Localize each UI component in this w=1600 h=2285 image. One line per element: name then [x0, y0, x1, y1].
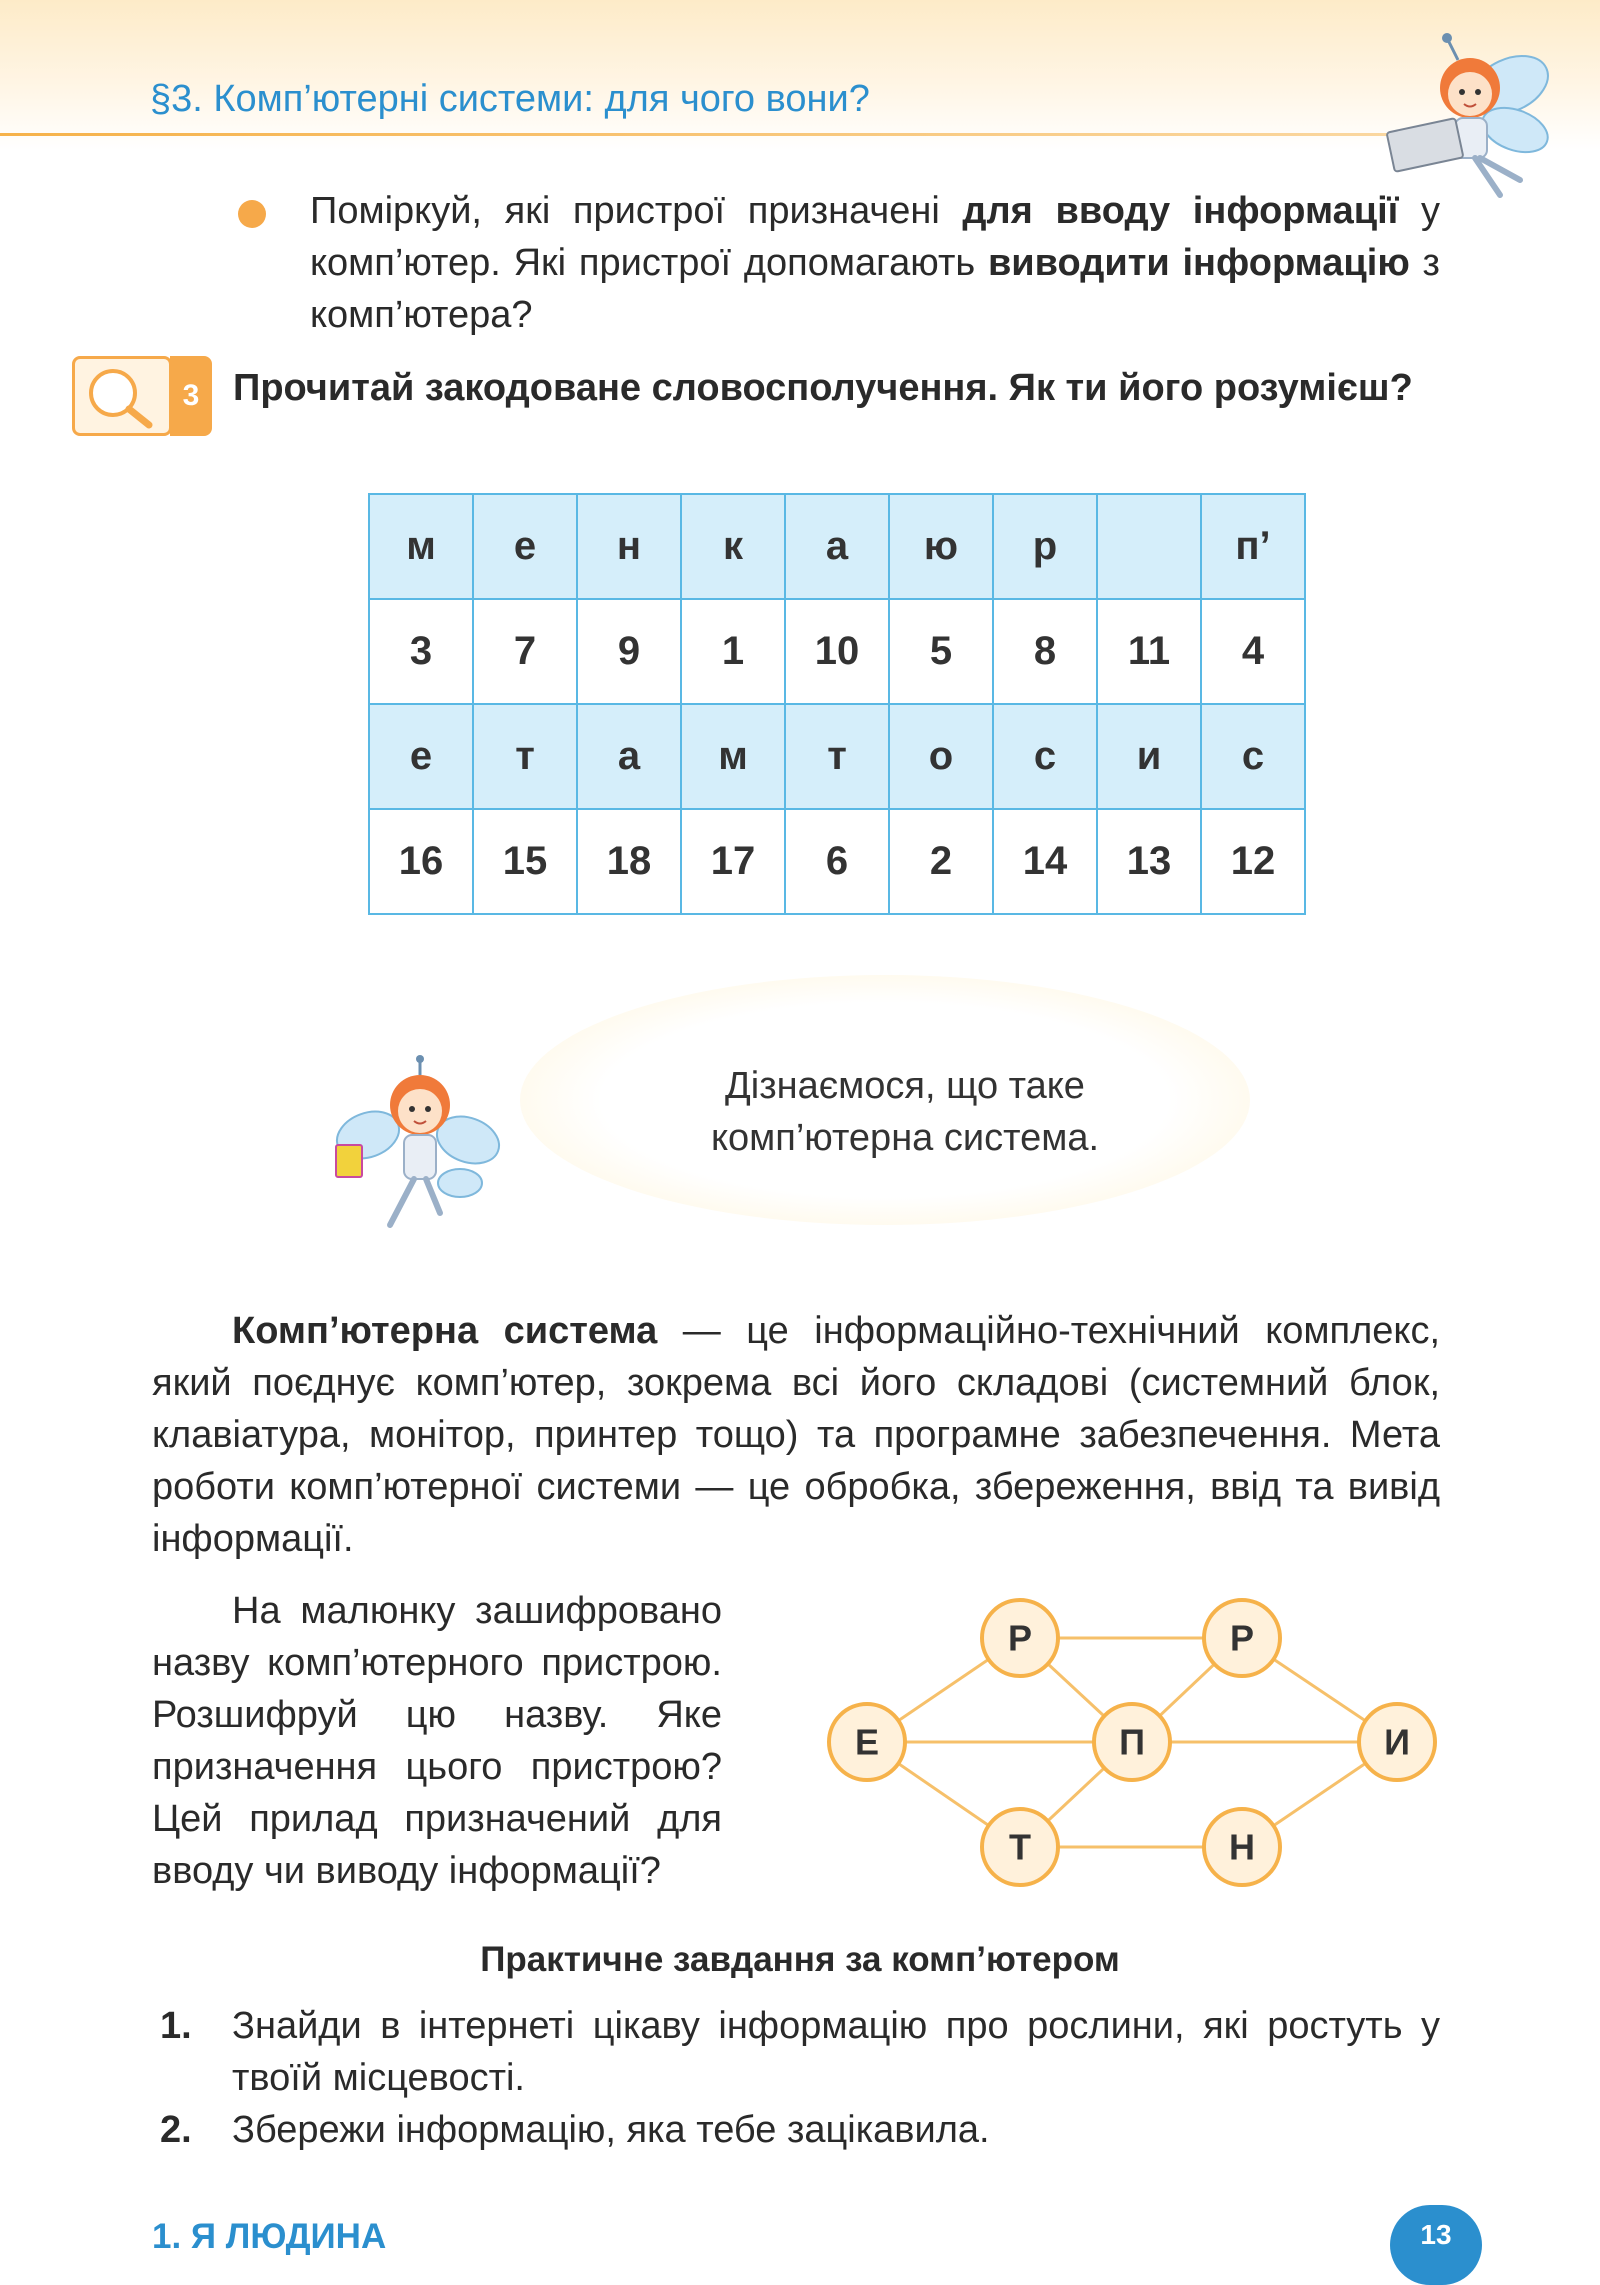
svg-text:Е: Е: [854, 1721, 880, 1763]
svg-text:Т: Т: [1009, 1826, 1031, 1868]
puzzle-text: На малюнку зашифровано назву комп’ютерного пристрою. Розшифруй цю назву. Яке призначення цього пристрою? Цей прилад призначений для вводу чи виводу інформації?: [152, 1590, 722, 1892]
code-cell: о: [889, 704, 993, 809]
code-cell: 6: [785, 809, 889, 914]
bubble-line-2: комп’ютерна система.: [710, 1117, 1100, 1159]
code-cell: ю: [889, 494, 993, 599]
question-bold-input: для вводу інформації: [962, 190, 1399, 232]
code-row-letters: [369, 494, 1305, 599]
footer-section-title: 1. Я ЛЮДИНА: [152, 2217, 387, 2256]
svg-text:Н: Н: [1229, 1826, 1255, 1868]
practice-item-number: 1.: [160, 2005, 192, 2047]
practice-item-text: Знайди в інтернеті цікаву інформацію про рослини, які ростуть у твоїй місцевості.: [232, 2005, 1440, 2099]
code-cell: а: [577, 704, 681, 809]
code-cell: с: [993, 704, 1097, 809]
header-divider: [0, 133, 1390, 136]
diagram-node: [1204, 1809, 1280, 1885]
code-cell: 13: [1097, 809, 1201, 914]
encoded-word-diagram: [822, 1585, 1452, 1900]
task-number: 3: [170, 356, 212, 436]
code-cell: 12: [1201, 809, 1305, 914]
think-question: [310, 185, 1440, 341]
bubble-text: [520, 1060, 1290, 1164]
code-cell: п’: [1201, 494, 1305, 599]
code-cell: [1097, 494, 1201, 599]
svg-text:Р: Р: [1229, 1617, 1255, 1659]
code-cell: т: [473, 704, 577, 809]
code-cell: с: [1201, 704, 1305, 809]
code-cell: 2: [889, 809, 993, 914]
code-cell: е: [473, 494, 577, 599]
diagram-node: [982, 1600, 1058, 1676]
diagram-node: [1359, 1704, 1435, 1780]
code-cell: 1: [681, 599, 785, 704]
code-row-letters: [369, 704, 1305, 809]
practice-item: [160, 2104, 1440, 2156]
svg-text:П: П: [1119, 1721, 1145, 1763]
diagram-node: [1204, 1600, 1280, 1676]
code-cell: 5: [889, 599, 993, 704]
code-table: [368, 493, 1306, 915]
code-cell: м: [681, 704, 785, 809]
code-cell: 18: [577, 809, 681, 914]
code-cell: 17: [681, 809, 785, 914]
header-background: [0, 0, 1600, 150]
code-cell: к: [681, 494, 785, 599]
code-cell: 15: [473, 809, 577, 914]
code-cell: 7: [473, 599, 577, 704]
svg-text:Р: Р: [1007, 1617, 1033, 1659]
diagram-node: [829, 1704, 905, 1780]
puzzle-paragraph: [152, 1585, 722, 1897]
code-cell: н: [577, 494, 681, 599]
fairy-illustration: [330, 1055, 505, 1235]
diagram-node: [1094, 1704, 1170, 1780]
practice-item-text: Збережи інформацію, яка тебе зацікавила.: [232, 2109, 990, 2151]
question-part-1: Поміркуй, які пристрої призначені: [310, 190, 963, 232]
question-part-2: у комп’ютер. Які пристрої допомагають: [310, 190, 1440, 284]
code-cell: и: [1097, 704, 1201, 809]
code-cell: 8: [993, 599, 1097, 704]
practice-item-number: 2.: [160, 2109, 192, 2151]
code-cell: р: [993, 494, 1097, 599]
bubble-line-1: Дізнаємося, що таке: [725, 1065, 1085, 1107]
code-cell: 14: [993, 809, 1097, 914]
definition-paragraph: [152, 1305, 1440, 1565]
code-cell: 16: [369, 809, 473, 914]
code-cell: 11: [1097, 599, 1201, 704]
code-cell: м: [369, 494, 473, 599]
code-cell: а: [785, 494, 889, 599]
page-number: 13: [1390, 2205, 1482, 2285]
fairy-laptop-illustration: [1370, 30, 1560, 205]
code-cell: 3: [369, 599, 473, 704]
practice-title: Практичне завдання за комп’ютером: [480, 1940, 1120, 1979]
code-cell: е: [369, 704, 473, 809]
code-cell: 10: [785, 599, 889, 704]
definition-body: — це інформаційно-технічний комплекс, який поєднує комп’ютер, зокрема всі його складові (системний блок, клавіатура, монітор, принтер тощо) та програмне забезпечення. Мета роботи комп’ютерної системи — це обробка, збереження, ввід та вивід інформації.: [152, 1310, 1441, 1560]
page-header-title: §3. Комп’ютерні системи: для чого вони?: [150, 78, 870, 120]
definition-term: Комп’ютерна система: [232, 1310, 658, 1352]
magnifier-icon: [72, 356, 172, 436]
question-part-3: з комп’ютера?: [310, 242, 1440, 336]
svg-text:И: И: [1384, 1721, 1410, 1763]
question-bold-output: виводити інформацію: [987, 242, 1410, 284]
diagram-node: [982, 1809, 1058, 1885]
practice-item: [160, 2000, 1440, 2104]
code-row-numbers: [369, 599, 1305, 704]
code-cell: 9: [577, 599, 681, 704]
code-row-numbers: [369, 809, 1305, 914]
question-bullet-icon: [238, 200, 266, 228]
task-badge: [72, 356, 212, 436]
code-cell: т: [785, 704, 889, 809]
task-instruction: Прочитай закодоване словосполучення. Як ти його розумієш?: [233, 367, 1413, 409]
code-cell: 4: [1201, 599, 1305, 704]
